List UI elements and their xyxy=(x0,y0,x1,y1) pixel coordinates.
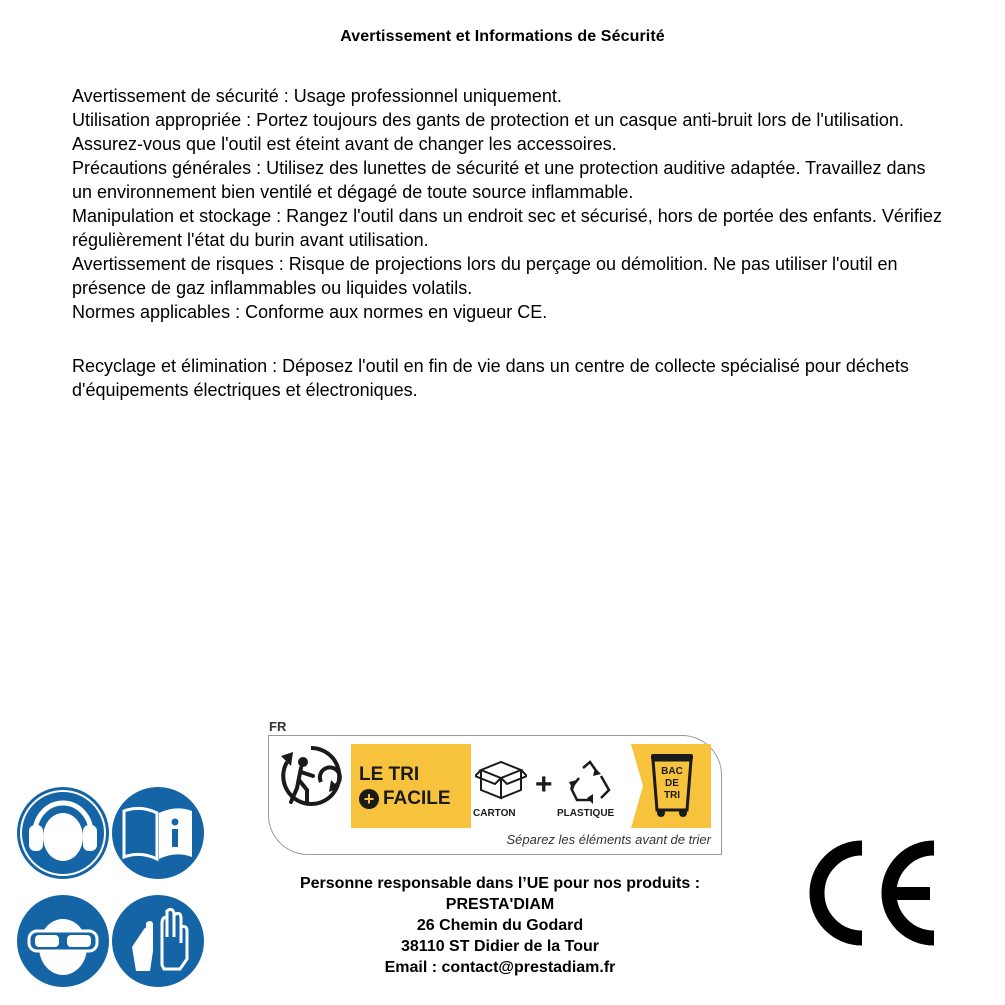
paragraph-risks: Avertissement de risques : Risque de projections lors du perçage ou démolition. Ne pas utiliser l'outil en présence de gaz inflammables ou liquides volatils. xyxy=(72,254,898,298)
bin-label-line3: TRI xyxy=(663,790,681,801)
paragraph-warning: Avertissement de sécurité : Usage professionnel uniquement. xyxy=(72,86,562,106)
bin-label-line1: BAC xyxy=(661,766,683,777)
bin-label-line2: DE xyxy=(665,778,679,789)
plus-sign: + xyxy=(535,768,553,801)
tri-caption: Séparez les éléments avant de trier xyxy=(506,832,711,847)
paragraph-standards: Normes applicables : Conforme aux normes en vigueur CE. xyxy=(72,302,548,322)
carton-label: CARTON xyxy=(473,808,516,819)
recycle-icon xyxy=(567,760,613,804)
protective-gloves-icon xyxy=(110,893,206,989)
company-name: PRESTA'DIAM xyxy=(445,896,555,913)
paragraph-precautions: Précautions générales : Utilisez des lunettes de sécurité et une protection auditive adaptée. Travaillez dans un environnement bien ventilé et dégagé de toute source inflammable. xyxy=(72,158,926,202)
bin-label xyxy=(649,766,695,802)
tri-line2-row xyxy=(359,788,451,810)
read-manual-icon xyxy=(110,785,206,881)
paragraph-usage: Utilisation appropriée : Portez toujours des gants de protection et un casque anti-bruit lors de l'utilisation. Assurez-vous que l'outil est éteint avant de changer les accessoires. xyxy=(72,110,904,154)
ce-mark xyxy=(796,840,940,946)
paragraph-storage: Manipulation et stockage : Rangez l'outil dans un endroit sec et sécurisé, hors de portée des enfants. Vérifiez régulièrement l'état du burin avant utilisation. xyxy=(72,206,942,250)
band-left xyxy=(351,744,471,828)
carton-box-icon xyxy=(475,756,527,802)
safety-glasses-icon xyxy=(15,893,111,989)
tri-line1: LE TRI xyxy=(359,764,420,785)
safety-text xyxy=(72,84,942,402)
triman-icon xyxy=(277,742,345,810)
street-address: 26 Chemin du Godard xyxy=(416,917,584,934)
plus-circle-icon: + xyxy=(359,789,379,809)
tri-line2: FACILE xyxy=(383,788,451,809)
plastique-label: PLASTIQUE xyxy=(557,808,615,819)
email-address: Email : contact@prestadiam.fr xyxy=(384,959,616,976)
city-address: 38110 ST Didier de la Tour xyxy=(401,938,599,955)
tri-logo xyxy=(268,735,722,855)
responsible-person xyxy=(230,873,770,978)
ear-protection-icon xyxy=(15,785,111,881)
document-title: Avertissement et Informations de Sécurité xyxy=(340,28,665,45)
country-label: FR xyxy=(269,719,287,734)
paragraph-recycling: Recyclage et élimination : Déposez l'outil en fin de vie dans un centre de collecte spécialisé pour déchets d'équipements électriques et électroniques. xyxy=(72,356,909,400)
responsible-heading: Personne responsable dans l’UE pour nos produits : xyxy=(299,875,701,892)
